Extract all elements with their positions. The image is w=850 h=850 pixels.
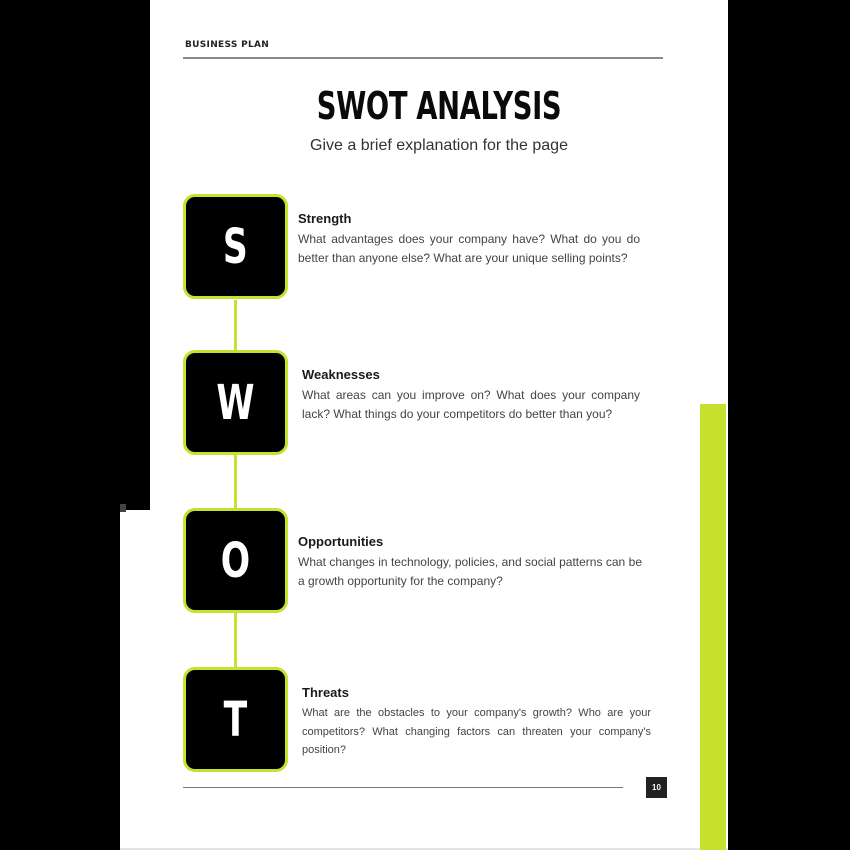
- swot-letter: T: [223, 691, 248, 748]
- connector-line: [234, 300, 237, 352]
- swot-body: What changes in technology, policies, and social patterns can be a growth opportunity for the company?: [298, 555, 642, 588]
- swot-heading: Opportunities: [298, 534, 384, 549]
- swot-heading: Strength: [298, 211, 352, 226]
- swot-item-opportunities: [298, 534, 650, 590]
- swot-letter: S: [223, 218, 248, 275]
- page-corner-mark: [120, 504, 126, 512]
- accent-bar: [700, 404, 726, 850]
- swot-body: What are the obstacles to your company's growth? Who are your competitors? What changing factors can threaten your company's position?: [302, 707, 651, 756]
- swot-item-threats: [302, 685, 654, 760]
- swot-letter-box-s: [183, 194, 288, 299]
- swot-letter: W: [216, 374, 255, 431]
- connector-line: [234, 455, 237, 510]
- header-divider: [183, 57, 663, 59]
- page-number-badge: 10: [646, 777, 667, 798]
- swot-heading: Weaknesses: [302, 367, 380, 382]
- swot-letter: O: [220, 532, 251, 589]
- page-subtitle: Give a brief explanation for the page: [310, 137, 568, 154]
- swot-letter-box-o: [183, 508, 288, 613]
- swot-item-weaknesses: [302, 367, 654, 423]
- footer-divider: [183, 787, 623, 788]
- swot-body: What areas can you improve on? What does your company lack? What things do your competitors do better than you?: [302, 388, 640, 421]
- header-label: BUSINESS PLAN: [185, 40, 270, 50]
- swot-item-strength: [298, 211, 650, 267]
- connector-line: [234, 613, 237, 669]
- swot-letter-box-t: [183, 667, 288, 772]
- swot-body: What advantages does your company have? What do you do better than anyone else? What are your unique selling points?: [298, 232, 640, 265]
- swot-heading: Threats: [302, 685, 349, 700]
- swot-letter-box-w: [183, 350, 288, 455]
- page-title: SWOT ANALYSIS: [316, 84, 562, 128]
